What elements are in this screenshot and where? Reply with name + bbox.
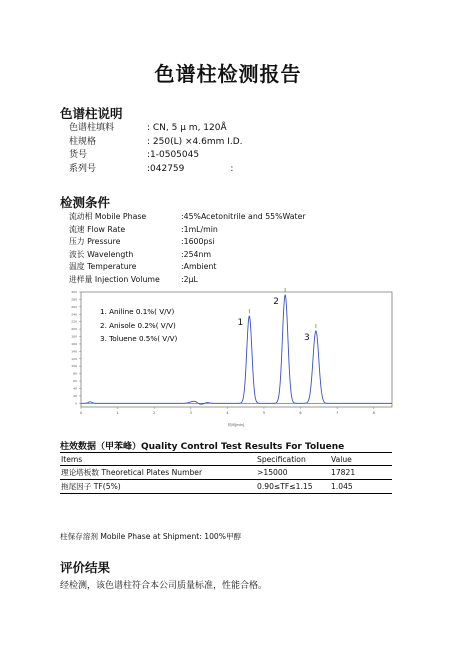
- y-axis-ticks: [71, 290, 81, 405]
- y-tick-label: 60: [73, 379, 77, 384]
- condition-label: 温度 Temperature: [69, 262, 137, 272]
- peak-label: 2: [273, 296, 280, 307]
- condition-label: 流速 Flow Rate: [69, 224, 126, 234]
- y-tick-label: 280: [71, 297, 77, 302]
- x-tick-label: 5: [262, 411, 266, 415]
- qc-cell: 1.045: [330, 480, 392, 494]
- x-tick-label: 0: [79, 411, 83, 415]
- chart-legend: [100, 307, 178, 343]
- condition-value: :Ambient: [181, 262, 217, 272]
- column-info-label: 系列号: [69, 163, 97, 174]
- conditions-heading: 检测条件: [60, 195, 111, 210]
- column-info-label: 色谱柱填料: [69, 123, 115, 133]
- conclusion-text: 经检测，该色谱柱符合本公司质量标准，性能合格。: [60, 581, 268, 591]
- legend-entry: 1. Aniline 0.1%( V/V): [100, 307, 175, 316]
- y-tick-label: 40: [73, 386, 77, 391]
- column-info-value: :1-0505045: [147, 150, 200, 160]
- x-tick-label: 8: [372, 411, 375, 415]
- column-info-heading: 色谱柱说明: [60, 106, 123, 121]
- qc-cell: 0.90≤TF≤1.15: [256, 480, 330, 494]
- qc-header-row: [60, 453, 392, 466]
- peak-label: 1: [237, 318, 244, 329]
- qc-title: 柱效数据（甲苯峰）Quality Control Test Results For Toluene: [60, 442, 345, 452]
- y-tick-label: 180: [71, 334, 77, 339]
- qc-header-cell: Value: [330, 453, 392, 466]
- storage-solvent: 柱保存溶剂 Mobile Phase at Shipment: 100%甲醇: [60, 532, 242, 541]
- y-tick-label: 220: [71, 319, 77, 324]
- x-tick-label: 3: [189, 411, 192, 415]
- condition-value: :254nm: [181, 249, 212, 259]
- condition-label: 进样量 Injection Volume: [69, 274, 160, 284]
- table-row: [60, 466, 392, 480]
- column-info-label: 货号: [69, 150, 88, 160]
- y-tick-label: 20: [73, 393, 77, 398]
- y-tick-label: 240: [71, 312, 77, 317]
- x-tick-label: 7: [336, 411, 339, 415]
- qc-cell: 拖尾因子 TF(5%): [60, 480, 256, 494]
- y-tick-label: 200: [71, 327, 77, 332]
- x-axis-ticks: [80, 407, 375, 415]
- column-info-value: : CN, 5 μ m, 120Å: [147, 123, 227, 133]
- y-tick-label: 260: [71, 304, 77, 309]
- y-tick-label: 160: [71, 341, 77, 346]
- y-tick-label: 300: [71, 290, 77, 294]
- column-info-value: :042759: [147, 163, 185, 174]
- qc-cell: 理论塔板数 Theoretical Plates Number: [60, 466, 256, 480]
- x-tick-label: 4: [226, 411, 229, 415]
- x-tick-label: 1: [116, 411, 119, 415]
- qc-cell: >15000: [256, 466, 330, 480]
- qc-table: [60, 452, 392, 494]
- y-tick-label: 140: [71, 349, 77, 354]
- condition-value: :1mL/min: [181, 224, 218, 234]
- x-axis-label: 时间[min]: [227, 423, 245, 427]
- x-tick-label: 2: [153, 411, 156, 415]
- condition-value: :45%Acetonitrile and 55%Water: [181, 212, 306, 221]
- table-row: [60, 480, 392, 494]
- qc-cell: 17821: [330, 466, 392, 480]
- legend-entry: 2. Anisole 0.2%( V/V): [100, 321, 176, 330]
- column-info-extra-colon: :: [230, 163, 234, 174]
- peak-markers: [249, 288, 316, 328]
- report-title: 色谱柱检测报告: [154, 62, 302, 86]
- condition-value: :1600psi: [181, 237, 215, 247]
- conclusion-heading: 评价结果: [60, 560, 111, 575]
- condition-value: :2μL: [181, 274, 198, 284]
- legend-entry: 3. Toluene 0.5%( V/V): [100, 334, 178, 343]
- condition-label: 流动相 Mobile Phase: [69, 212, 147, 221]
- y-tick-label: 100: [71, 364, 77, 369]
- peak-label: 3: [304, 332, 310, 343]
- condition-label: 波长 Wavelength: [69, 249, 134, 259]
- qc-header-cell: Specification: [256, 453, 330, 466]
- y-tick-label: 80: [73, 371, 77, 376]
- y-tick-label: 0: [75, 401, 77, 406]
- y-tick-label: 120: [71, 356, 77, 361]
- column-info-value: : 250(L) ×4.6mm I.D.: [147, 136, 243, 147]
- condition-label: 压力 Pressure: [69, 237, 121, 247]
- qc-header-cell: Items: [60, 453, 256, 466]
- column-info-label: 柱规格: [69, 136, 97, 147]
- x-tick-label: 6: [299, 411, 302, 415]
